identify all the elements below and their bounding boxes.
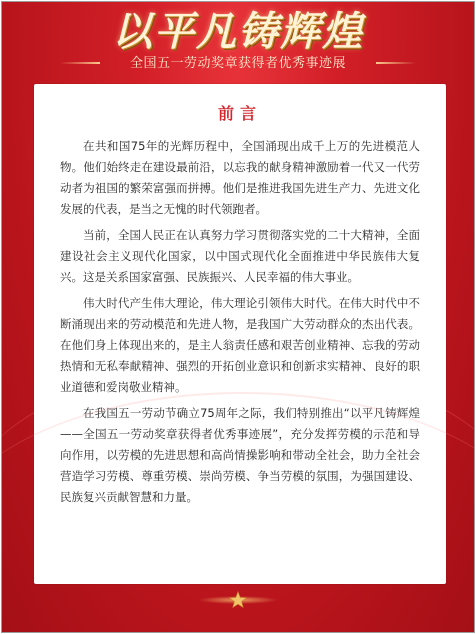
subtitle: 全国五一劳动奖章获得者优秀事迹展 bbox=[129, 56, 346, 71]
header bbox=[2, 2, 474, 82]
main-title: 以平凡铸辉煌 bbox=[112, 8, 364, 55]
paragraph-3: 伟大时代产生伟大理论，伟大理论引领伟大时代。在伟大时代中不断涌现出来的劳动模范和先进人物，是我国广大劳动群众的杰出代表。在他们身上体现出来的，是主人翁责任感和艰苦创业精神、忘我的劳动热情和无私奉献精神、强烈的开拓创业意识和创新求实精神、良好的职业道德和爱岗敬业精神。 bbox=[60, 296, 420, 394]
ribbon-right bbox=[376, 62, 416, 64]
paragraph-1: 在共和国75年的光辉历程中，全国涌现出成千上万的先进模范人物。他们始终走在建设最前沿，以忘我的献身精神激励着一代又一代劳动者为祖国的繁荣富强而拼搏。他们是推进我国先进生产力、先进文化发展的代表，是当之无愧的时代领跑者。 bbox=[60, 139, 420, 216]
preface-body bbox=[60, 136, 420, 513]
star-icon bbox=[229, 591, 247, 609]
preface-card bbox=[34, 84, 446, 584]
poster-frame bbox=[1, 1, 475, 633]
paragraph-4: 在我国五一劳动节确立75周年之际，我们特别推出“以平凡铸辉煌——全国五一劳动奖章获得者优秀事迹展”，充分发挥劳模的示范和导向作用，以劳模的先进思想和高尚情操影响和带动全社会，助力全社会营造学习劳模、尊重劳模、崇尚劳模、争当劳模的氛围，为强国建设、民族复兴贡献智慧和力量。 bbox=[60, 406, 420, 504]
preface-title: 前言 bbox=[217, 104, 262, 123]
paragraph-2: 当前，全国人民正在认真努力学习贯彻落实党的二十大精神，全面建设社会主义现代化国家，以中国式现代化全面推进中华民族伟大复兴。这是关系国家富强、民族振兴、人民幸福的伟大事业。 bbox=[60, 228, 420, 284]
